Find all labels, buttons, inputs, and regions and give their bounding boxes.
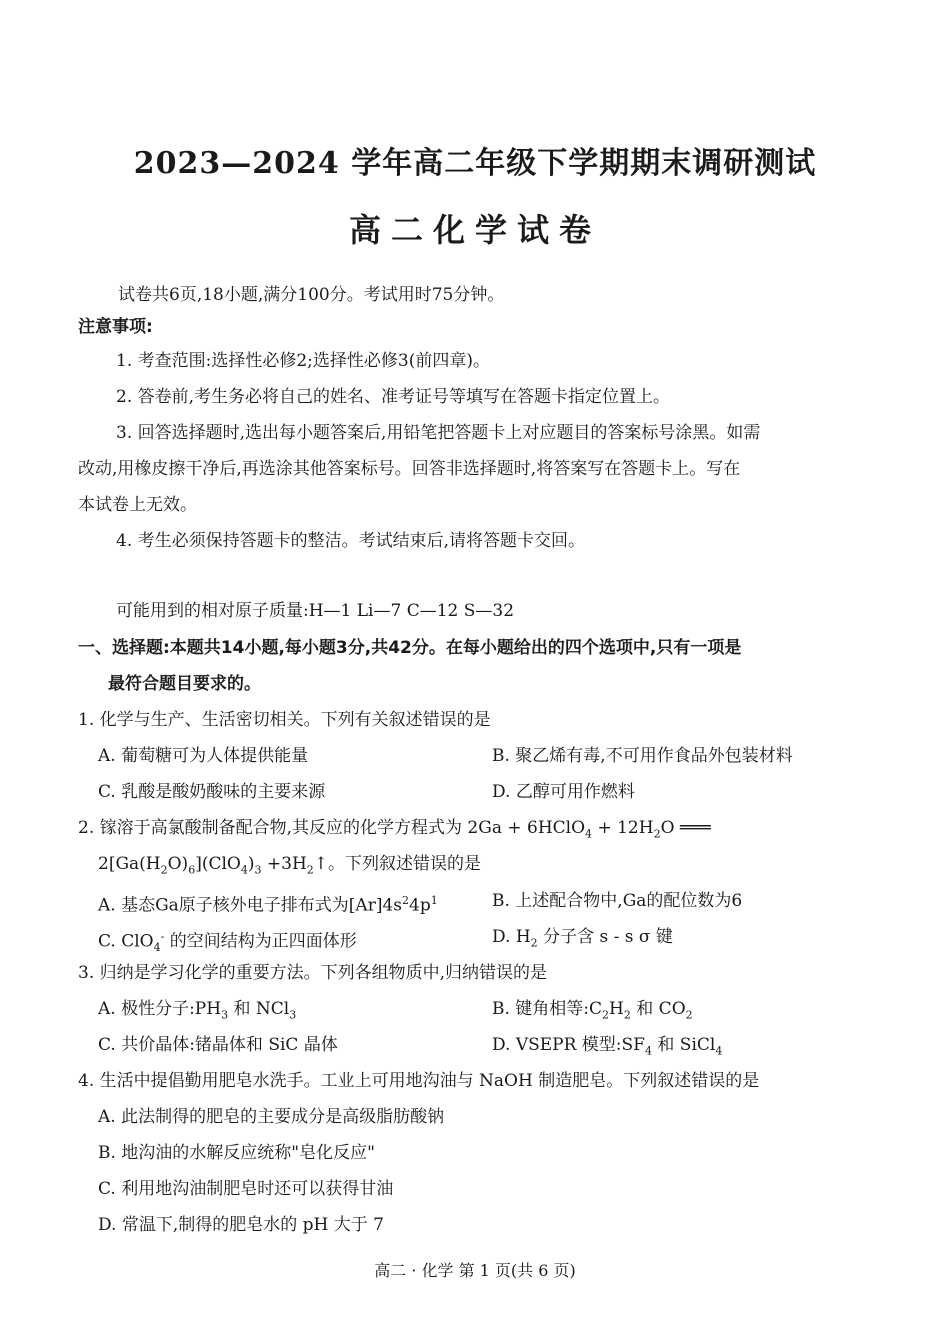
notice-item-3-line-1: 3. 回答选择题时,选出每小题答案后,用铅笔把答题卡上对应题目的答案标号涂黑。如需	[116, 423, 761, 443]
question-3-option-c: C. 共价晶体:锗晶体和 SiC 晶体	[98, 1035, 338, 1055]
question-1-option-a: A. 葡萄糖可为人体提供能量	[98, 746, 309, 766]
notice-heading: 注意事项:	[78, 317, 153, 337]
question-2-option-b: B. 上述配合物中,Ga的配位数为6	[492, 891, 743, 911]
atomic-masses: 可能用到的相对原子质量:H—1 Li—7 C—12 S—32	[116, 601, 515, 621]
question-4-option-d: D. 常温下,制得的肥皂水的 pH 大于 7	[98, 1215, 384, 1235]
question-4-stem: 4. 生活中提倡勤用肥皂水洗手。工业上可用地沟油与 NaOH 制造肥皂。下列叙述错误的是	[78, 1071, 760, 1091]
section-1-heading-cont: 最符合题目要求的。	[108, 674, 261, 694]
question-3-option-a: A. 极性分子$:PH_3$ 和 NCl$_3$	[98, 999, 297, 1022]
question-4-option-c: C. 利用地沟油制肥皂时还可以获得甘油	[98, 1179, 394, 1199]
question-3-stem: 3. 归纳是学习化学的重要方法。下列各组物质中,归纳错误的是	[78, 963, 548, 983]
subject-title: 高二化学试卷	[348, 211, 601, 249]
question-4-option-b: B. 地沟油的水解反应统称"皂化反应"	[98, 1143, 375, 1163]
question-1-option-b: B. 聚乙烯有毒,不可用作食品外包装材料	[492, 746, 793, 766]
exam-intro: 试卷共6页,18小题,满分100分。考试用时75分钟。	[118, 285, 505, 305]
section-1-heading: 一、选择题:本题共14小题,每小题3分,共42分。在每小题给出的四个选项中,只有一项是	[78, 638, 742, 658]
exam-title: 2023—2024 学年高二年级下学期期末调研测试	[133, 146, 817, 181]
question-2-option-d: D. $H_2$ 分子含 s - s σ 键	[492, 927, 673, 950]
notice-item-1: 1. 考查范围:选择性必修2;选择性必修3(前四章)。	[116, 351, 490, 371]
notice-item-4: 4. 考生必须保持答题卡的整洁。考试结束后,请将答题卡交回。	[116, 531, 586, 551]
question-4-option-a: A. 此法制得的肥皂的主要成分是高级脂肪酸钠	[98, 1107, 445, 1127]
question-2-stem-line-2: $2[Ga(H_2O)_6](ClO_4)_3$ $+3H_2↑$。下列叙述错误的是	[98, 854, 482, 877]
page-footer: 高二 · 化学 第 1 页(共 6 页)	[374, 1261, 576, 1280]
question-2-option-a: A. 基态Ga原子核外电子排布式为$[Ar]4s^24p^1$	[98, 894, 438, 916]
question-2-stem-line-1: 2. 镓溶于高氯酸制备配合物,其反应的化学方程式为 2Ga + 6HClO$_4$ + $12H_2O$ ═══	[78, 818, 711, 841]
question-1-option-c: C. 乳酸是酸奶酸味的主要来源	[98, 782, 326, 802]
notice-item-3-line-3: 本试卷上无效。	[78, 495, 197, 515]
question-1-option-d: D. 乙醇可用作燃料	[492, 782, 635, 802]
notice-item-2: 2. 答卷前,考生务必将自己的姓名、准考证号等填写在答题卡指定位置上。	[116, 387, 671, 407]
notice-item-3-line-2: 改动,用橡皮擦干净后,再选涂其他答案标号。回答非选择题时,将答案写在答题卡上。写在	[78, 459, 741, 479]
question-1-stem: 1. 化学与生产、生活密切相关。下列有关叙述错误的是	[78, 710, 491, 730]
question-3-option-b: B. 键角相等$:C_2H_2$ 和 $CO_2$	[492, 999, 693, 1022]
question-3-option-d: D. VSEPR 模型$:SF_4$ 和 SiCl$_4$	[492, 1035, 723, 1058]
question-2-option-c: C. ClO$_4$- 的空间结构为正四面体形	[98, 930, 357, 955]
